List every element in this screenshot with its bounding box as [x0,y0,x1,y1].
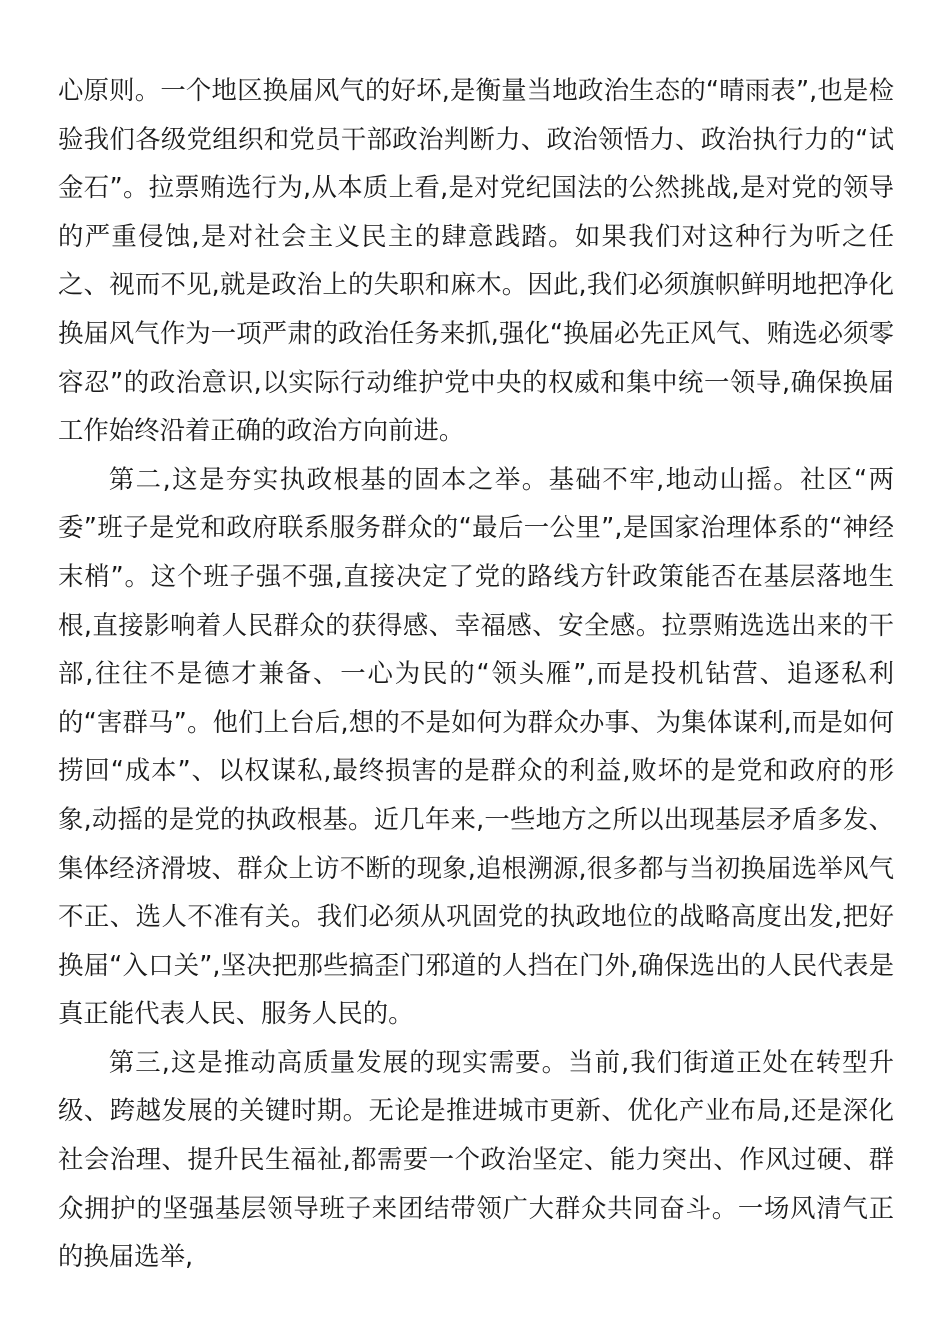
paragraph-second-point: 第二,这是夯实执政根基的固本之举。基础不牢,地动山摇。社区“两委”班子是党和政府联系服务群众的“最后一公里”,是国家治理体系的“神经末梢”。这个班子强不强,直接决定了党的路线方针政策能否在基层落地生根,直接影响着人民群众的获得感、幸福感、安全感。拉票贿选选出来的干部,往往不是德才兼备、一心为民的“领头雁”,而是投机钻营、追逐私利的“害群马”。他们上台后,想的不是如何为群众办事、为集体谋利,而是如何捞回“成本”、以权谋私,最终损害的是群众的利益,败坏的是党和政府的形象,动摇的是党的执政根基。近几年来,一些地方之所以出现基层矛盾多发、集体经济滑坡、群众上访不断的现象,追根溯源,很多都与当初换届选举风气不正、选人不准有关。我们必须从巩固党的执政地位的战略高度出发,把好换届“入口关”,坚决把那些搞歪门邪道的人挡在门外,确保选出的人民代表是真正能代表人民、服务人民的。 [58,463,894,1029]
paragraph-continuation: 心原则。一个地区换届风气的好坏,是衡量当地政治生态的“晴雨表”,也是检验我们各级党组织和党员干部政治判断力、政治领悟力、政治执行力的“试金石”。拉票贿选行为,从本质上看,是对党纪国法的公然挑战,是对党的领导的严重侵蚀,是对社会主义民主的肆意践踏。如果我们对这种行为听之任之、视而不见,就是政治上的失职和麻木。因此,我们必须旗帜鲜明地把净化换届风气作为一项严肃的政治任务来抓,强化“换届必先正风气、贿选必须零容忍”的政治意识,以实际行动维护党中央的权威和集中统一领导,确保换届工作始终沿着正确的政治方向前进。 [58,75,894,446]
document-page [58,66,894,1281]
paragraph-third-point: 第三,这是推动高质量发展的现实需要。当前,我们街道正处在转型升级、跨越发展的关键时期。无论是推进城市更新、优化产业布局,还是深化社会治理、提升民生福祉,都需要一个政治坚定、能力突出、作风过硬、群众拥护的坚强基层领导班子来团结带领广大群众共同奋斗。一场风清气正的换届选举, [58,1046,894,1272]
